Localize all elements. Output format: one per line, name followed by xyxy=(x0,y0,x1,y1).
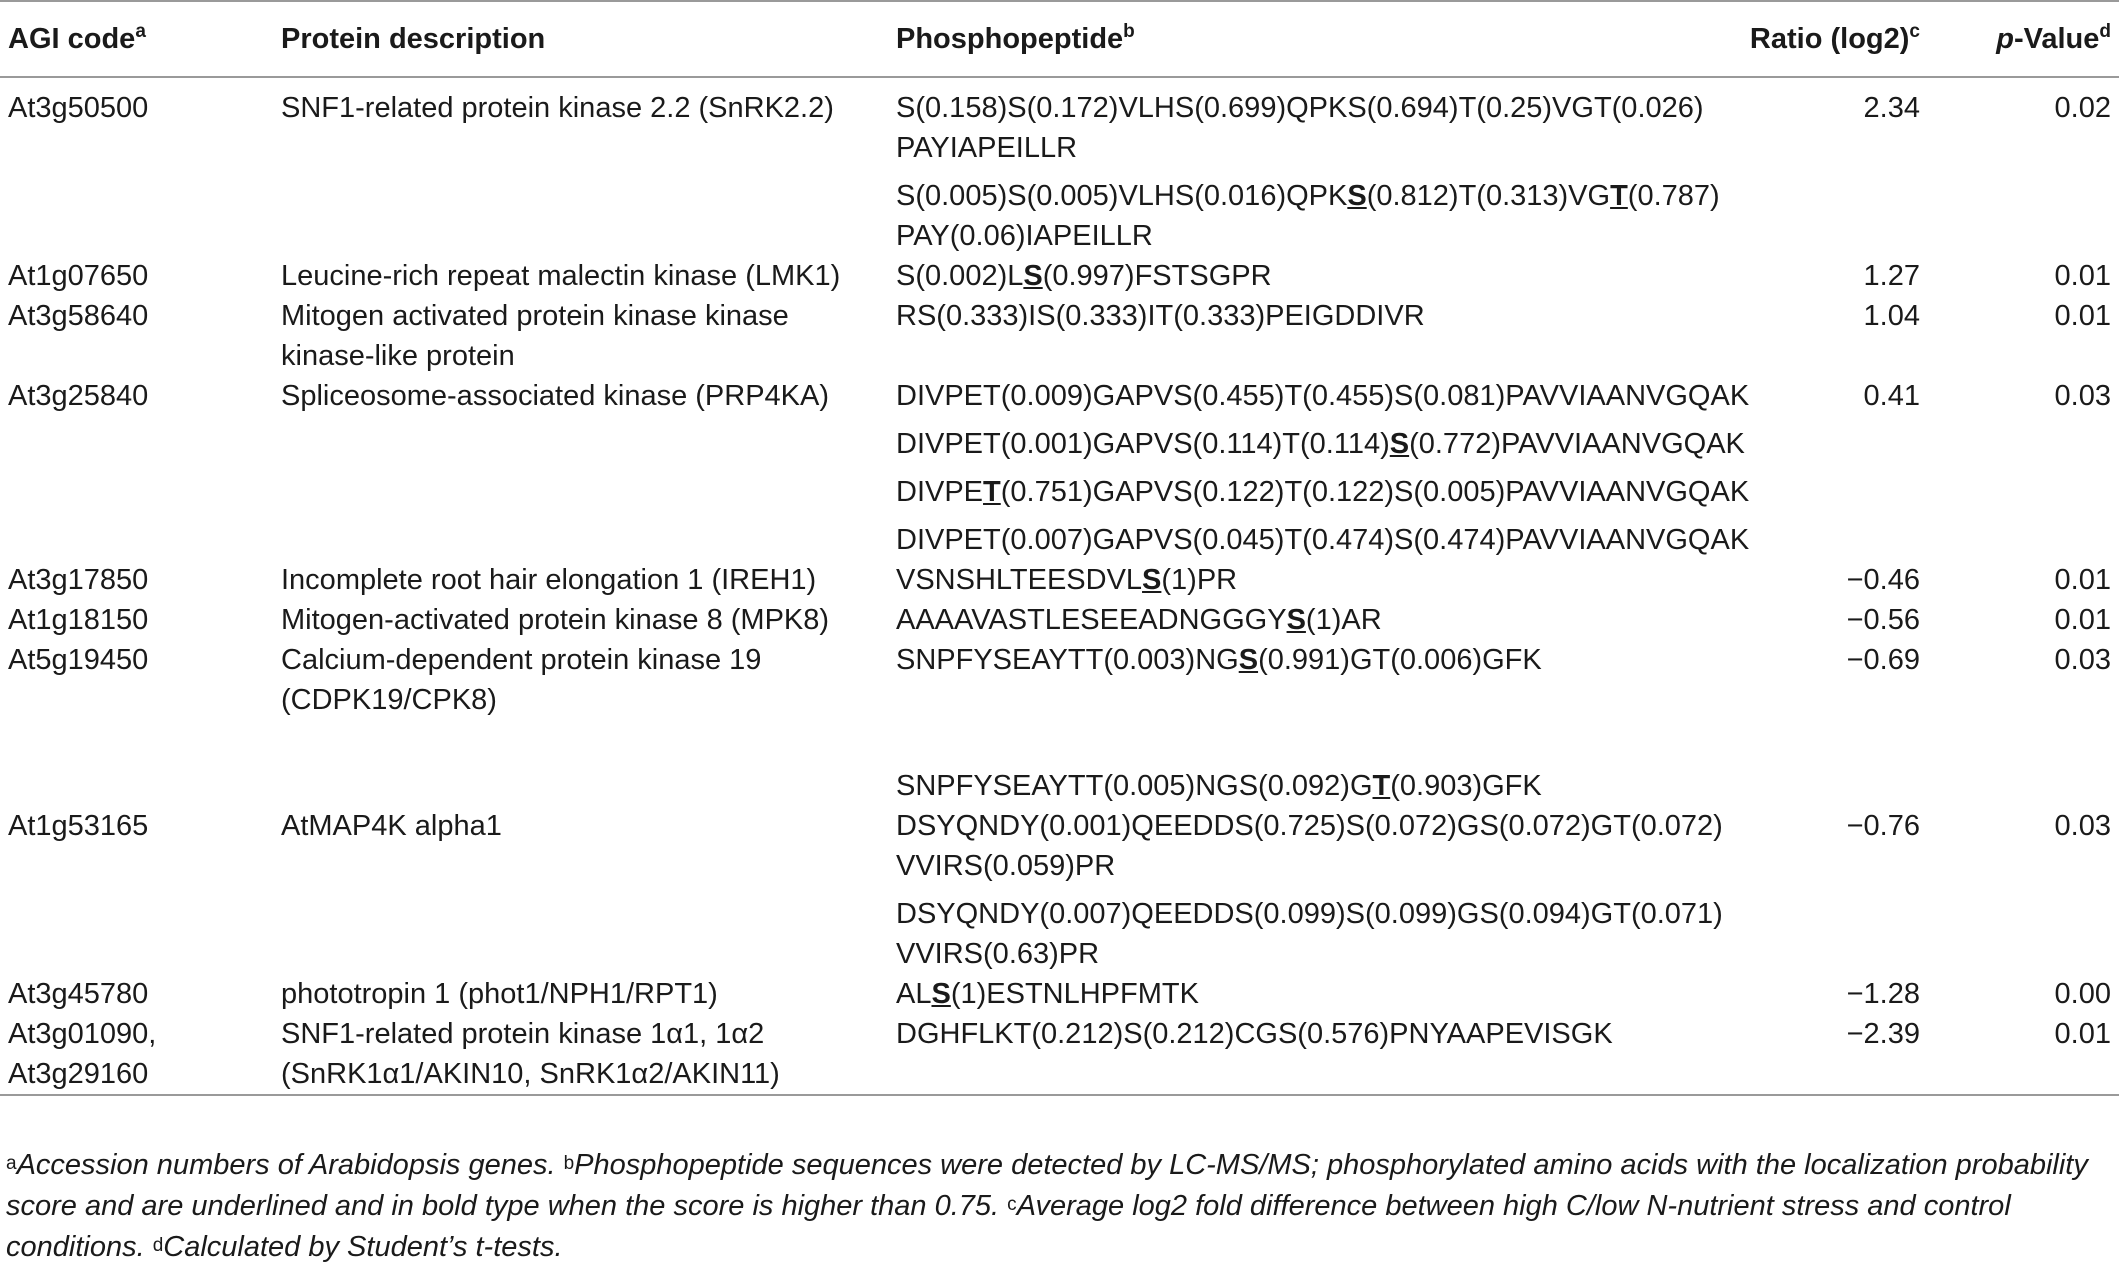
ratio-cell xyxy=(1733,512,1928,560)
p-value-cell xyxy=(1928,512,2119,560)
protein-description-cell xyxy=(273,806,888,886)
peptide-segment: RS(0.333)IS(0.333)IT(0.333)PEIGDDIVR xyxy=(896,300,1425,332)
table-row xyxy=(0,464,2119,512)
ratio-cell xyxy=(1733,296,1928,376)
ratio-cell xyxy=(1733,256,1928,296)
protein-description-cell xyxy=(273,77,888,168)
agi-code-cell xyxy=(0,600,273,640)
agi-code-cell xyxy=(0,256,273,296)
phosphopeptide-cell xyxy=(888,560,1733,600)
phospho-site-highlight: T xyxy=(1372,770,1391,802)
protein-description-cell xyxy=(273,560,888,600)
ratio-cell xyxy=(1733,560,1928,600)
peptide-line xyxy=(896,806,1733,846)
table-row xyxy=(0,512,2119,560)
peptide-segment: (0.991)GT(0.006)GFK xyxy=(1258,644,1542,676)
peptide-line xyxy=(896,88,1733,128)
phospho-site-highlight: S xyxy=(1238,644,1259,676)
description-line: AtMAP4K alpha1 xyxy=(281,810,502,842)
ratio-cell xyxy=(1733,720,1928,806)
phospho-site-highlight: S xyxy=(1389,428,1410,460)
agi-code-cell xyxy=(0,464,273,512)
agi-code-cell xyxy=(0,974,273,1014)
agi-code-line: At3g01090, xyxy=(8,1018,157,1050)
protein-description-cell xyxy=(273,256,888,296)
p-value: 0.03 xyxy=(2054,810,2111,842)
description-line: kinase-like protein xyxy=(281,340,515,372)
peptide-line xyxy=(896,128,1733,168)
agi-code-cell xyxy=(0,416,273,464)
description-line: Mitogen activated protein kinase kinase xyxy=(281,300,789,332)
description-line: Mitogen-activated protein kinase 8 (MPK8) xyxy=(281,604,830,636)
ratio-cell xyxy=(1733,600,1928,640)
table-row xyxy=(0,720,2119,806)
agi-code-cell xyxy=(0,640,273,720)
phosphopeptide-cell xyxy=(888,296,1733,376)
peptide-segment: (1)PR xyxy=(1161,564,1238,596)
peptide-segment: S(0.002)L xyxy=(896,260,1024,292)
agi-code-cell xyxy=(0,512,273,560)
agi-code-line: At1g07650 xyxy=(8,260,149,292)
ratio-cell xyxy=(1733,376,1928,416)
table-row xyxy=(0,640,2119,720)
p-value-cell xyxy=(1928,168,2119,256)
peptide-line xyxy=(896,176,1733,216)
ratio-value: 1.27 xyxy=(1863,260,1920,292)
ratio-cell xyxy=(1733,77,1928,168)
p-value-cell xyxy=(1928,376,2119,416)
peptide-segment: DSYQNDY(0.001)QEEDDS(0.725)S(0.072)GS(0.072)GT(0.072) xyxy=(896,810,1723,842)
description-line: phototropin 1 (phot1/NPH1/RPT1) xyxy=(281,978,718,1010)
agi-code-line: At3g25840 xyxy=(8,380,149,412)
phosphopeptide-cell xyxy=(888,886,1733,974)
table-row xyxy=(0,168,2119,256)
ratio-value: 0.41 xyxy=(1863,380,1920,412)
table-body xyxy=(0,77,2119,1095)
peptide-segment: VSNSHLTEESDVL xyxy=(896,564,1143,596)
p-value: 0.03 xyxy=(2054,644,2111,676)
peptide-line xyxy=(896,894,1733,934)
ratio-cell xyxy=(1733,886,1928,974)
peptide-segment: PAY(0.06)IAPEILLR xyxy=(896,220,1153,252)
table-row xyxy=(0,1014,2119,1095)
description-line: (CDPK19/CPK8) xyxy=(281,684,497,716)
table-row xyxy=(0,806,2119,886)
peptide-line xyxy=(896,846,1733,886)
peptide-segment: DIVPET(0.001)GAPVS(0.114)T(0.114) xyxy=(896,428,1390,460)
phospho-site-highlight: T xyxy=(1610,180,1628,212)
description-line: Spliceosome-associated kinase (PRP4KA) xyxy=(281,380,830,412)
p-value-cell xyxy=(1928,886,2119,974)
peptide-segment: (0.787) xyxy=(1627,180,1720,212)
ratio-cell xyxy=(1733,640,1928,720)
footnote-b: Phosphopeptide sequences were detected by LC-MS/MS; phosphorylated amino acids with the localization probability score and are underlined and in bold type when the score is higher than 0.75. xyxy=(6,1149,2088,1222)
peptide-segment: VVIRS(0.63)PR xyxy=(896,938,1100,970)
peptide-segment: SNPFYSEAYTT(0.005)NGS(0.092)G xyxy=(896,770,1373,802)
p-value-cell xyxy=(1928,256,2119,296)
protein-description-cell xyxy=(273,886,888,974)
protein-description-cell xyxy=(273,416,888,464)
header-ratio: Ratio $(\log 2)^c$ xyxy=(1749,20,1920,55)
ratio-cell xyxy=(1733,464,1928,512)
protein-description-cell xyxy=(273,376,888,416)
agi-code-cell xyxy=(0,168,273,256)
peptide-line xyxy=(896,520,1750,560)
p-value: 0.01 xyxy=(2054,1018,2111,1050)
peptide-segment: S(0.005)S(0.005)VLHS(0.016)QPK xyxy=(896,180,1348,212)
p-value: 0.01 xyxy=(2054,260,2111,292)
peptide-segment: S(0.158)S(0.172)VLHS(0.699)QPKS(0.694)T(0.25)VGT(0.026) xyxy=(896,92,1704,124)
footnote-a: Accession numbers of Arabidopsis genes. xyxy=(16,1149,564,1181)
peptide-segment: (0.772)PAVVIAANVGQAK xyxy=(1409,428,1745,460)
agi-code-cell xyxy=(0,77,273,168)
protein-description-cell xyxy=(273,640,888,720)
peptide-segment: DIVPE xyxy=(896,476,984,508)
phosphopeptide-cell xyxy=(888,416,1745,464)
agi-code-line: At3g50500 xyxy=(8,92,149,124)
table-row xyxy=(0,256,2119,296)
p-value-cell xyxy=(1928,560,2119,600)
agi-code-cell xyxy=(0,560,273,600)
protein-description-cell xyxy=(273,512,888,560)
peptide-segment: PAYIAPEILLR xyxy=(896,132,1078,164)
peptide-segment: (0.903)GFK xyxy=(1390,770,1542,802)
p-value-cell xyxy=(1928,296,2119,376)
peptide-segment: (0.812)T(0.313)VG xyxy=(1366,180,1611,212)
header-protein-description: Protein description xyxy=(281,22,546,55)
peptide-line xyxy=(896,376,1750,416)
p-value-cell xyxy=(1928,720,2119,806)
phosphopeptide-cell xyxy=(888,376,1750,416)
peptide-line xyxy=(896,256,1733,296)
peptide-segment: VVIRS(0.059)PR xyxy=(896,850,1116,882)
peptide-segment: (1)AR xyxy=(1305,604,1382,636)
phosphopeptide-cell xyxy=(888,974,1733,1014)
protein-description-cell xyxy=(273,974,888,1014)
header-p-value: p-Value$^d$ xyxy=(1996,20,2111,55)
footnote-c: Average log2 fold difference between high C/low N-nutrient stress and control conditions. xyxy=(6,1190,2011,1263)
p-value-cell xyxy=(1928,464,2119,512)
peptide-segment: (0.751)GAPVS(0.122)T(0.122)S(0.005)PAVVIAANVGQAK xyxy=(1000,476,1750,508)
ratio-cell xyxy=(1733,168,1928,256)
ratio-value: −2.39 xyxy=(1846,1018,1920,1050)
table-row xyxy=(0,77,2119,168)
agi-code-line: At3g45780 xyxy=(8,978,149,1010)
phosphopeptide-cell xyxy=(888,806,1733,886)
protein-description-cell xyxy=(273,720,888,806)
agi-code-cell xyxy=(0,296,273,376)
p-value: 0.02 xyxy=(2054,92,2111,124)
phosphopeptide-cell xyxy=(888,256,1733,296)
agi-code-cell xyxy=(0,720,273,806)
phospho-site-highlight: S xyxy=(1347,180,1367,212)
ratio-cell xyxy=(1733,806,1928,886)
p-value-cell xyxy=(1928,974,2119,1014)
header-phosphopeptide: Phosphopeptide$^b$ xyxy=(896,20,1135,55)
agi-code-cell xyxy=(0,376,273,416)
agi-code-cell xyxy=(0,806,273,886)
phosphopeptide-cell xyxy=(888,1014,1733,1095)
phospho-site-highlight: S xyxy=(931,978,951,1010)
phospho-site-highlight: T xyxy=(983,476,1001,508)
protein-description-cell xyxy=(273,296,888,376)
table-footnotes: $^a$Accession numbers of Arabidopsis genes. $^b$Phosphopeptide sequences were detected by LC-MS/MS; phosphorylated amino acids with the localization probability score and are underlined and in bold type when the score is higher than 0.75. $^c$Average log2 fold difference between high C/low N-nutrient stress and control conditions. $^d$Calculated by Student’s t-tests. xyxy=(6,1149,2088,1263)
p-value-cell xyxy=(1928,416,2119,464)
agi-code-line: At5g19450 xyxy=(8,644,149,676)
agi-code-line: At3g29160 xyxy=(8,1058,149,1090)
phosphopeptide-cell xyxy=(888,168,1733,256)
agi-code-cell xyxy=(0,1014,273,1095)
protein-description-cell xyxy=(273,168,888,256)
phosphopeptide-cell xyxy=(888,600,1733,640)
agi-code-line: At1g18150 xyxy=(8,604,149,636)
ratio-value: −1.28 xyxy=(1846,978,1920,1010)
peptide-line xyxy=(896,934,1733,974)
header-row xyxy=(0,1,2119,77)
table-row xyxy=(0,974,2119,1014)
table-row xyxy=(0,886,2119,974)
ratio-value: 2.34 xyxy=(1863,92,1920,124)
p-value: 0.01 xyxy=(2054,564,2111,596)
ratio-value: 1.04 xyxy=(1863,300,1920,332)
protein-description-cell xyxy=(273,600,888,640)
p-value: 0.01 xyxy=(2054,300,2111,332)
peptide-segment: (0.997)FSTSGPR xyxy=(1042,260,1272,292)
phosphopeptide-cell xyxy=(888,464,1750,512)
p-value: 0.01 xyxy=(2054,604,2111,636)
ratio-cell xyxy=(1733,1014,1928,1095)
peptide-segment: DGHFLKT(0.212)S(0.212)CGS(0.576)PNYAAPEVISGK xyxy=(896,1018,1613,1050)
table-row xyxy=(0,296,2119,376)
phospho-site-highlight: S xyxy=(1142,564,1162,596)
phosphopeptide-cell xyxy=(888,512,1750,560)
table-row xyxy=(0,600,2119,640)
peptide-segment: DSYQNDY(0.007)QEEDDS(0.099)S(0.099)GS(0.094)GT(0.071) xyxy=(896,898,1723,930)
p-value-cell xyxy=(1928,806,2119,886)
ratio-cell xyxy=(1733,416,1928,464)
p-value-cell xyxy=(1928,640,2119,720)
description-line: Leucine-rich repeat malectin kinase (LMK1) xyxy=(281,260,841,292)
p-value-cell xyxy=(1928,600,2119,640)
table-row xyxy=(0,376,2119,416)
table-row xyxy=(0,416,2119,464)
ratio-value: −0.56 xyxy=(1846,604,1920,636)
peptide-line xyxy=(896,600,1733,640)
phospho-site-highlight: S xyxy=(1286,604,1306,636)
peptide-segment: DIVPET(0.007)GAPVS(0.045)T(0.474)S(0.474)PAVVIAANVGQAK xyxy=(896,524,1750,556)
phosphopeptide-cell xyxy=(888,640,1733,720)
agi-code-cell xyxy=(0,886,273,974)
peptide-line xyxy=(896,974,1733,1014)
description-line: Incomplete root hair elongation 1 (IREH1) xyxy=(281,564,817,596)
phospho-site-highlight: S xyxy=(1023,260,1043,292)
header-agi-code: AGI code$^a$ xyxy=(8,20,146,55)
peptide-segment: DIVPET(0.009)GAPVS(0.455)T(0.455)S(0.081)PAVVIAANVGQAK xyxy=(896,380,1750,412)
peptide-line xyxy=(896,296,1733,336)
description-line: Calcium-dependent protein kinase 19 xyxy=(281,644,762,676)
footnote-d: Calculated by Student’s t-tests. xyxy=(163,1231,563,1263)
agi-code-line: At1g53165 xyxy=(8,810,149,842)
description-line: SNF1-related protein kinase 1α1, 1α2 xyxy=(281,1018,765,1050)
ratio-value: −0.46 xyxy=(1846,564,1920,596)
p-value-cell xyxy=(1928,1014,2119,1095)
description-line: SNF1-related protein kinase 2.2 (SnRK2.2) xyxy=(281,92,834,124)
phosphopeptide-cell xyxy=(888,77,1733,168)
agi-code-line: At3g58640 xyxy=(8,300,149,332)
protein-description-cell xyxy=(273,464,888,512)
p-value: 0.03 xyxy=(2054,380,2111,412)
ratio-value: −0.76 xyxy=(1846,810,1920,842)
peptide-segment: AL xyxy=(896,978,932,1010)
ratio-cell xyxy=(1733,974,1928,1014)
peptide-line xyxy=(896,1014,1733,1054)
peptide-line xyxy=(896,472,1750,512)
peptide-line xyxy=(896,560,1733,600)
ratio-value: −0.69 xyxy=(1846,644,1920,676)
table-header xyxy=(0,1,2119,77)
protein-description-cell xyxy=(273,1014,888,1095)
peptide-line xyxy=(896,640,1733,680)
table-row xyxy=(0,560,2119,600)
peptide-segment: SNPFYSEAYTT(0.003)NG xyxy=(896,644,1239,676)
peptide-segment: (1)ESTNLHPFMTK xyxy=(950,978,1199,1010)
peptide-line xyxy=(896,424,1745,464)
peptide-line xyxy=(896,216,1733,256)
agi-code-line: At3g17850 xyxy=(8,564,149,596)
phosphopeptide-cell xyxy=(888,720,1733,806)
description-line: (SnRK1α1/AKIN10, SnRK1α2/AKIN11) xyxy=(281,1058,780,1090)
peptide-line xyxy=(896,766,1733,806)
p-value-cell xyxy=(1928,77,2119,168)
peptide-segment: AAAAVASTLESEEADNGGGY xyxy=(896,604,1287,636)
p-value: 0.00 xyxy=(2054,978,2111,1010)
